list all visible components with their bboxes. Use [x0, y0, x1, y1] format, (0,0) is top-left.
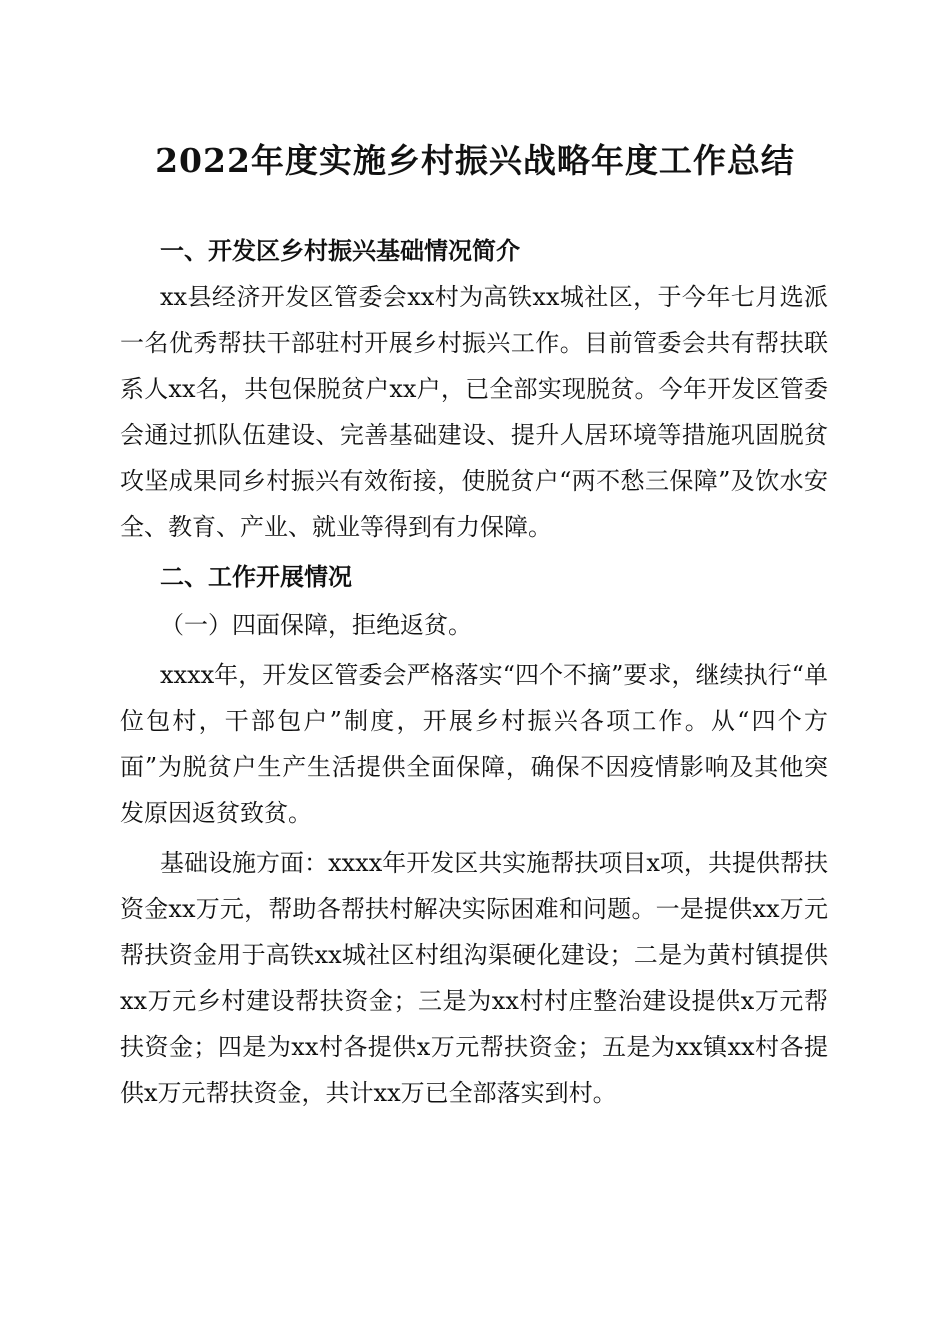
section-heading-work-progress: 二、工作开展情况 — [160, 562, 352, 591]
document-title: 2022年度实施乡村振兴战略年度工作总结 — [155, 141, 795, 180]
paragraph-four-guarantees: xxxx年，开发区管委会严格落实“四个不摘”要求，继续执行“单位包村，干部包户”制度，开展乡村振兴各项工作。从“四个方面”为脱贫户生产生活提供全面保障，确保不因疫情影响及其他突发原因返贫致贫。 — [120, 661, 828, 827]
paragraph-infrastructure: 基础设施方面：xxxx年开发区共实施帮扶项目x项，共提供帮扶资金xx万元，帮助各帮扶村解决实际困难和问题。一是提供xx万元帮扶资金用于高铁xx城社区村组沟渠硬化建设；二是为黄村镇提供xx万元乡村建设帮扶资金；三是为xx村村庄整治建设提供x万元帮扶资金；四是为xx村各提供x万元帮扶资金；五是为xx镇xx村各提供x万元帮扶资金，共计xx万已全部落实到村。 — [120, 849, 828, 1107]
paragraph-basic-info: xx县经济开发区管委会xx村为高铁xx城社区，于今年七月选派一名优秀帮扶干部驻村开展乡村振兴工作。目前管委会共有帮扶联系人xx名，共包保脱贫户xx户，已全部实现脱贫。今年开发区管委会通过抓队伍建设、完善基础建设、提升人居环境等措施巩固脱贫攻坚成果同乡村振兴有效衔接，使脱贫户“两不愁三保障”及饮水安全、教育、产业、就业等得到有力保障。 — [120, 283, 828, 541]
section-heading-basic-info: 一、开发区乡村振兴基础情况简介 — [160, 236, 520, 265]
document-body — [120, 228, 828, 1116]
subheading-four-guarantees: （一）四面保障，拒绝返贫。 — [160, 611, 472, 639]
